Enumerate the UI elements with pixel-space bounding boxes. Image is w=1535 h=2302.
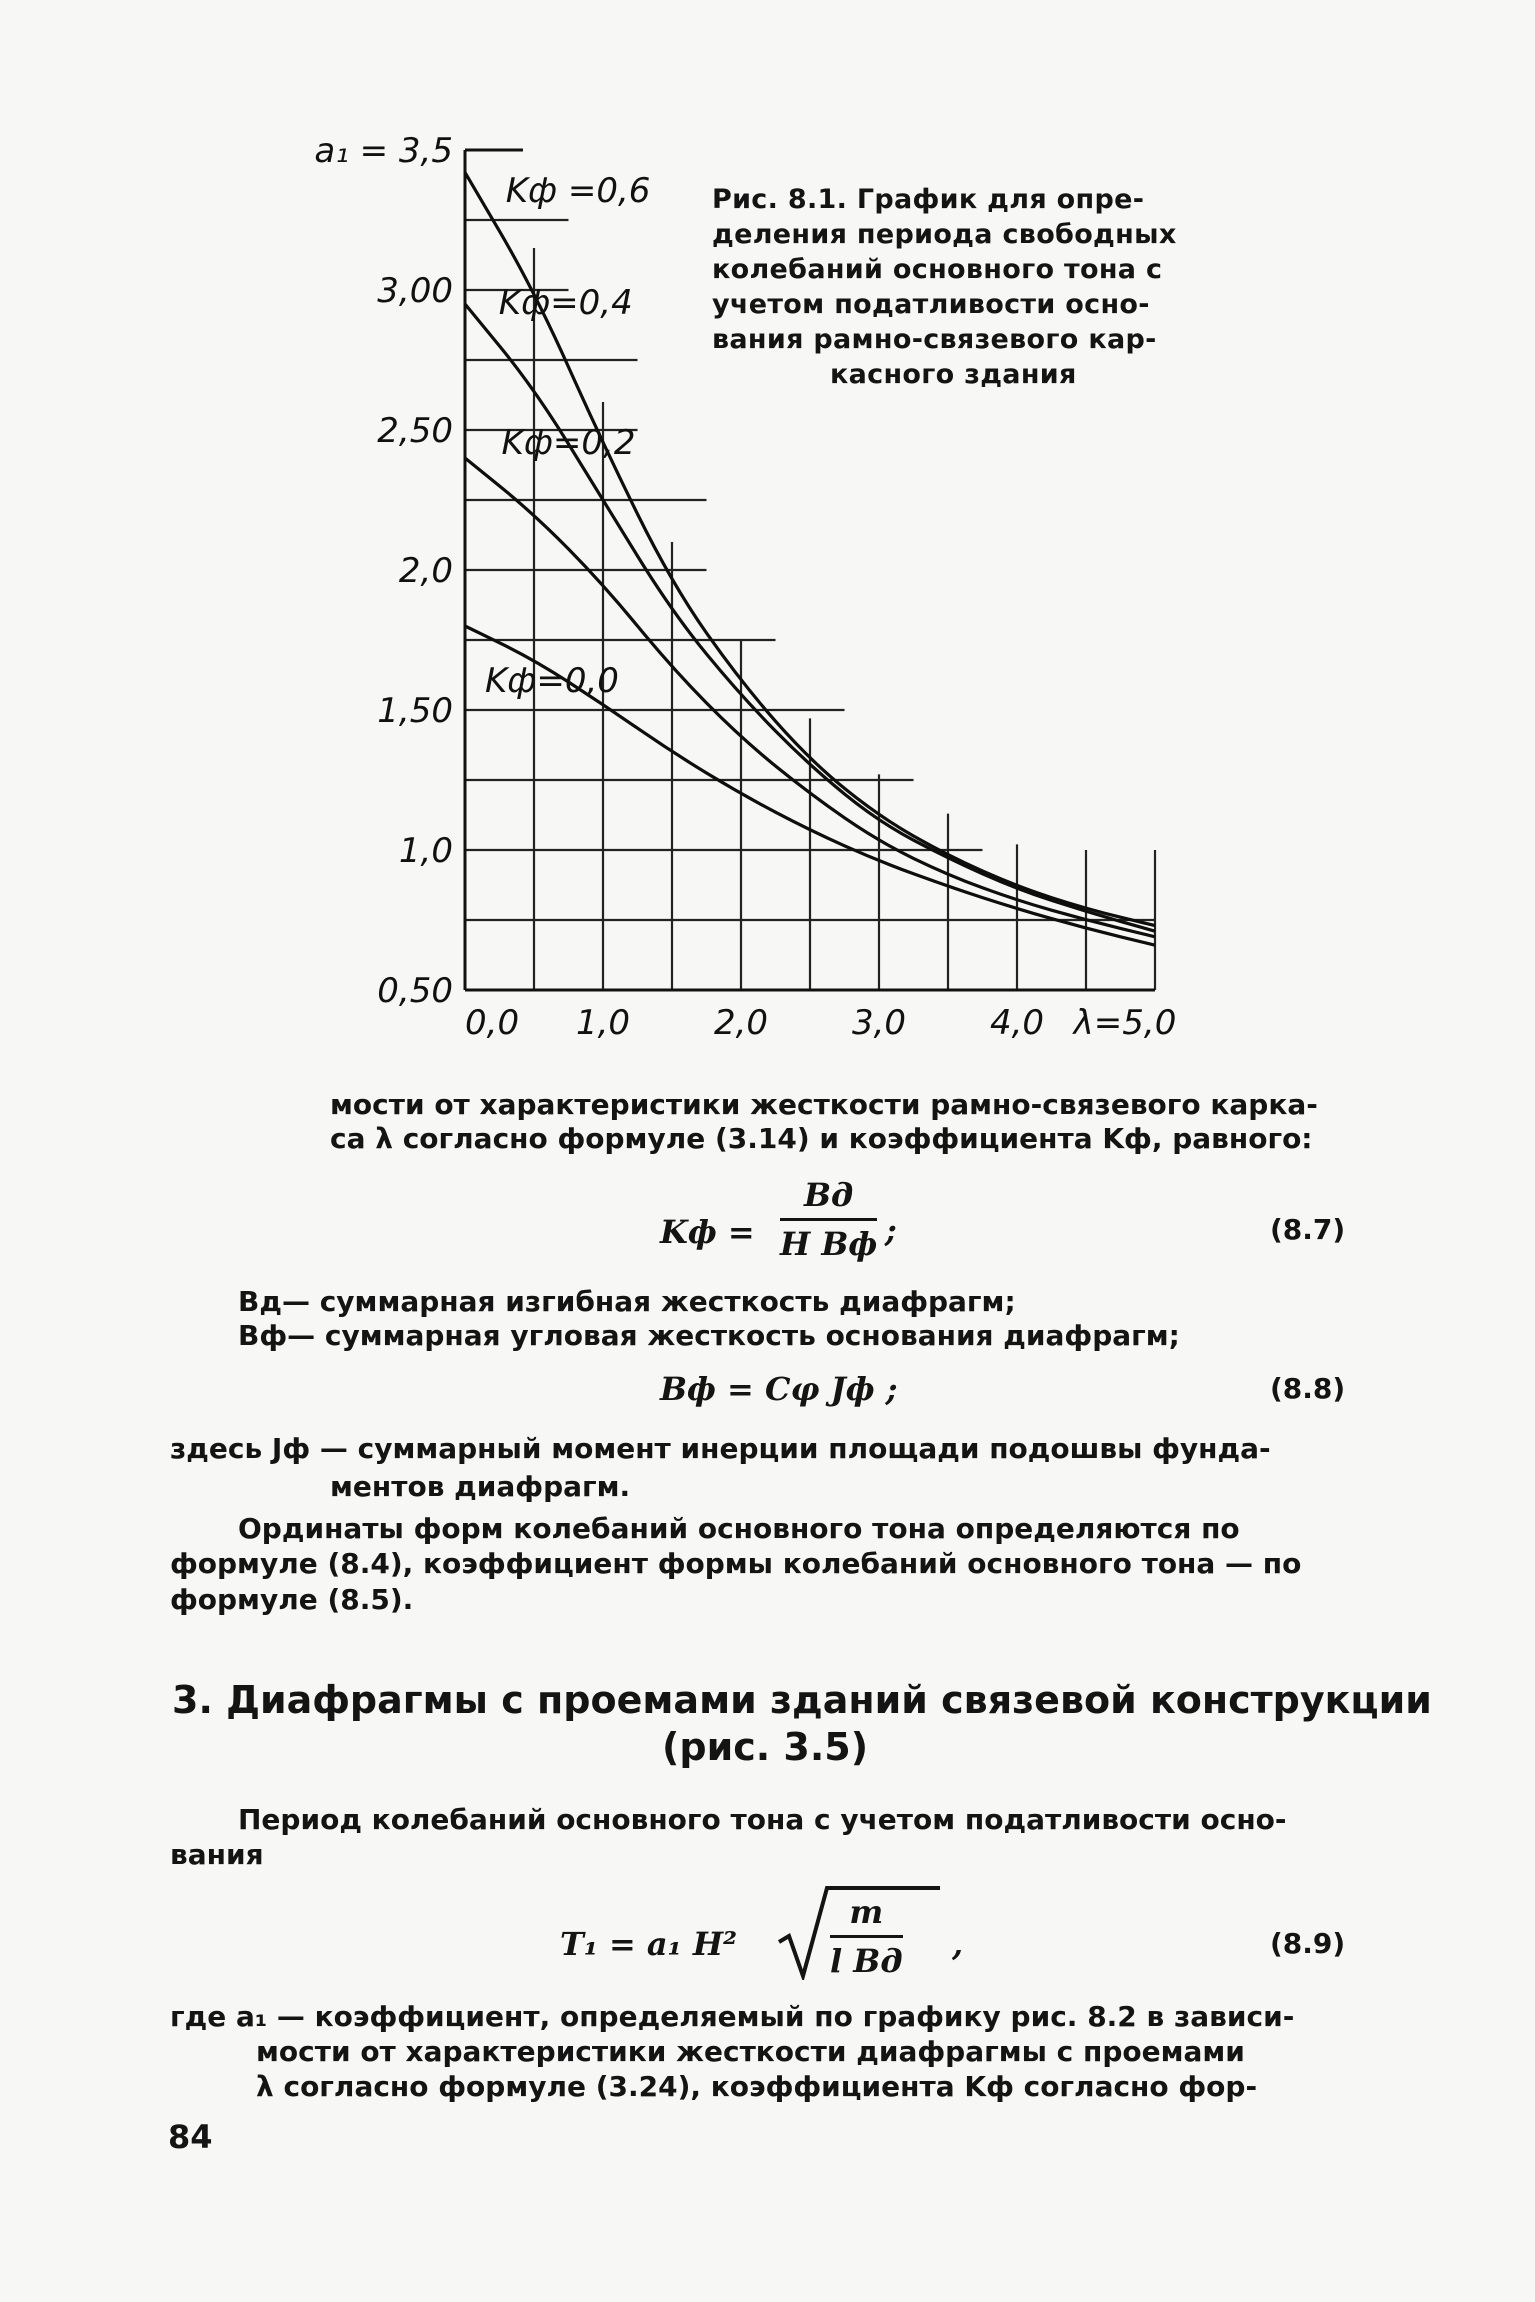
y-tick-label: 1,0 <box>398 831 453 871</box>
y-tick-label: 0,50 <box>377 971 453 1011</box>
curve-label: Kф=0,4 <box>498 283 633 323</box>
paragraph-line: формуле (8.5). <box>170 1583 414 1616</box>
x-tick-label: 0,0 <box>465 1003 520 1043</box>
paragraph-line: где a₁ — коэффициент, определяемый по графику рис. 8.2 в зависи- <box>170 2000 1295 2033</box>
definition-line: Bд— суммарная изгибная жесткость диафрагм; <box>238 1285 1016 1318</box>
y-tick-label: 3,00 <box>377 271 453 311</box>
y-tick-label: 2,0 <box>398 551 453 591</box>
y-tick-label: 1,50 <box>377 691 453 731</box>
curve-label: Kф=0,2 <box>501 423 636 463</box>
x-tick-label: 4,0 <box>989 1003 1045 1043</box>
formula-8-7-numerator: Bд <box>780 1176 877 1221</box>
formula-8-9-denominator: l Bд <box>830 1942 903 1980</box>
paragraph-line: мости от характеристики жесткости рамно-связевого карка- <box>330 1088 1318 1121</box>
paragraph-line: Ординаты форм колебаний основного тона определяются по <box>238 1512 1240 1545</box>
caption-line: колебаний основного тона с <box>712 254 1163 285</box>
equation-number: (8.7) <box>1270 1213 1346 1246</box>
paragraph-line: вания <box>170 1838 264 1871</box>
caption-line: вания рамно-связевого кар- <box>712 324 1157 355</box>
x-tick-label: λ=5,0 <box>1073 1003 1177 1043</box>
formula-8-7-tail: ; <box>885 1211 897 1249</box>
formula-8-9-fraction <box>830 1893 903 1980</box>
equation-number: (8.9) <box>1270 1927 1346 1960</box>
caption-line: касного здания <box>830 359 1077 390</box>
paragraph-line: са λ согласно формуле (3.14) и коэффициента Kф, равного: <box>330 1122 1313 1155</box>
formula-8-7-fraction <box>780 1176 877 1263</box>
figure-caption <box>712 182 1192 392</box>
curve-label: Kф=0,0 <box>485 661 619 701</box>
paragraph-line: ментов диафрагм. <box>330 1470 631 1503</box>
x-tick-label: 3,0 <box>851 1003 907 1043</box>
section-heading: (рис. 3.5) <box>662 1725 869 1769</box>
x-tick-label: 1,0 <box>575 1003 631 1043</box>
definition-line: Bф— суммарная угловая жесткость основания диафрагм; <box>238 1319 1180 1352</box>
formula-8-9-numerator: m <box>830 1893 903 1938</box>
paragraph-line: Период колебаний основного тона с учетом податливости осно- <box>238 1803 1287 1836</box>
paragraph-line: мости от характеристики жесткости диафрагмы с проемами <box>256 2035 1245 2068</box>
caption-line: Рис. 8.1. График для опре- <box>712 184 1145 215</box>
caption-line: учетом податливости осно- <box>712 289 1150 320</box>
y-tick-label: 2,50 <box>377 411 453 451</box>
x-tick-label: 2,0 <box>713 1003 769 1043</box>
curve-label: Kф =0,6 <box>505 171 651 211</box>
formula-8-7-denominator: H Bф <box>780 1225 878 1263</box>
equation-number: (8.8) <box>1270 1372 1346 1405</box>
caption-line: деления периода свободных <box>712 219 1177 250</box>
formula-8-7-left: Kф = <box>660 1213 755 1251</box>
y-tick-label: a₁ = 3,5 <box>314 131 453 171</box>
paragraph-line: λ согласно формуле (3.24), коэффициента Kф согласно фор- <box>256 2070 1258 2103</box>
formula-8-8: Bф = Cφ Jф ; <box>660 1370 898 1408</box>
paragraph-line: формуле (8.4), коэффициент формы колебаний основного тона — по <box>170 1547 1302 1580</box>
section-heading: 3. Диафрагмы с проемами зданий связевой конструкции <box>172 1678 1432 1722</box>
paragraph-line: здесь Jф — суммарный момент инерции площади подошвы фунда- <box>170 1432 1271 1465</box>
formula-8-9-left: T₁ = a₁ H² <box>560 1925 738 1963</box>
page-number: 84 <box>168 2118 213 2156</box>
formula-8-9-tail: , <box>952 1925 964 1963</box>
